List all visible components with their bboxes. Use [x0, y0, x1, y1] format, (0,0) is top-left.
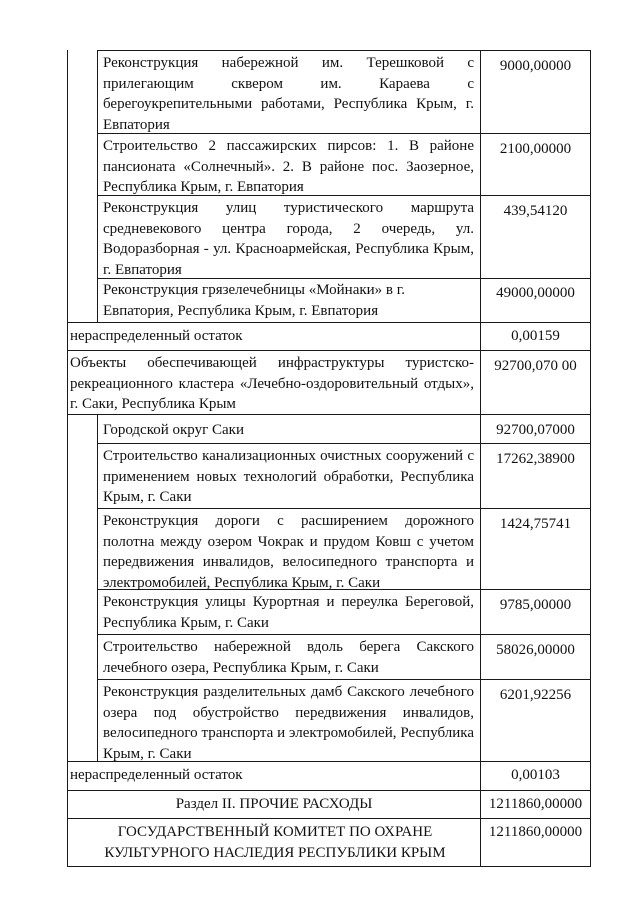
row-description: Реконструкция набережной им. Терешковой с прилегающим сквером им. Караева с берегоукрепительными работами, Республика Крым, г. Евпатория	[103, 55, 474, 133]
row-description: Реконструкция дороги с расширением дорожного полотна между озером Чокрак и прудом Ковш с учетом передвижения инвалидов, велосипедного транспорта и электромобилей, Республика Крым, г. Саки	[103, 513, 474, 591]
row-description: Городской округ Саки	[103, 422, 244, 438]
row-amount: 1211860,00000	[488, 824, 583, 840]
committee-title: ГОСУДАРСТВЕННЫЙ КОМИТЕТ ПО ОХРАНЕ КУЛЬТУРНОГО НАСЛЕДИЯ РЕСПУБЛИКИ КРЫМ	[104, 824, 446, 861]
row-description: Реконструкция разделительных дамб Сакского лечебного озера под обустройство передвижения инвалидов, велосипедного транспорта и электромобилей, Республика Крым, г. Саки	[103, 684, 474, 762]
row-amount: 6201,92256	[499, 687, 572, 703]
row-amount: 9000,00000	[499, 58, 572, 74]
row-amount: 0,00103	[511, 767, 560, 783]
row-description: нераспределенный остаток	[70, 328, 243, 344]
row-amount: 2100,00000	[499, 141, 572, 157]
row-description: Реконструкция улицы Курортная и переулка Береговой, Республика Крым, г. Саки	[103, 594, 474, 631]
row-description: Реконструкция грязелечебницы «Мойнаки» в г. Евпатория, Республика Крым, г. Евпатория	[103, 282, 405, 319]
row-amount: 439,54120	[503, 203, 568, 219]
row-amount: 49000,00000	[496, 285, 575, 301]
row-description: нераспределенный остаток	[70, 767, 243, 783]
row-amount: 1211860,00000	[488, 796, 583, 812]
row-amount: 58026,00000	[496, 642, 575, 658]
row-amount: 92700,070 00	[494, 358, 577, 374]
row-amount: 1424,75741	[499, 516, 572, 532]
row-description: Строительство 2 пассажирских пирсов: 1. В районе пансионата «Солнечный». 2. В районе пос. Заозерное, Республика Крым, г. Евпатория	[103, 138, 474, 195]
row-description: Строительство канализационных очистных сооружений с применением новых технологий обработки, Республика Крым, г. Саки	[103, 448, 474, 505]
section-title: Раздел II. ПРОЧИЕ РАСХОДЫ	[175, 796, 373, 812]
row-description: Строительство набережной вдоль берега Сакского лечебного озера, Республика Крым, г. Саки	[103, 639, 474, 676]
row-description: Реконструкция улиц туристического маршрута средневекового центра города, 2 очередь, ул. Водоразборная - ул. Красноармейская, Республика Крым, г. Евпатория	[103, 200, 474, 278]
row-amount: 0,00159	[511, 328, 560, 344]
row-description: Объекты обеспечивающей инфраструктуры туристско-рекреационного кластера «Лечебно-оздоровительный отдых», г. Саки, Республика Крым	[70, 355, 474, 412]
row-amount: 92700,07000	[496, 422, 575, 438]
row-amount: 9785,00000	[499, 597, 572, 613]
row-amount: 17262,38900	[496, 451, 575, 467]
